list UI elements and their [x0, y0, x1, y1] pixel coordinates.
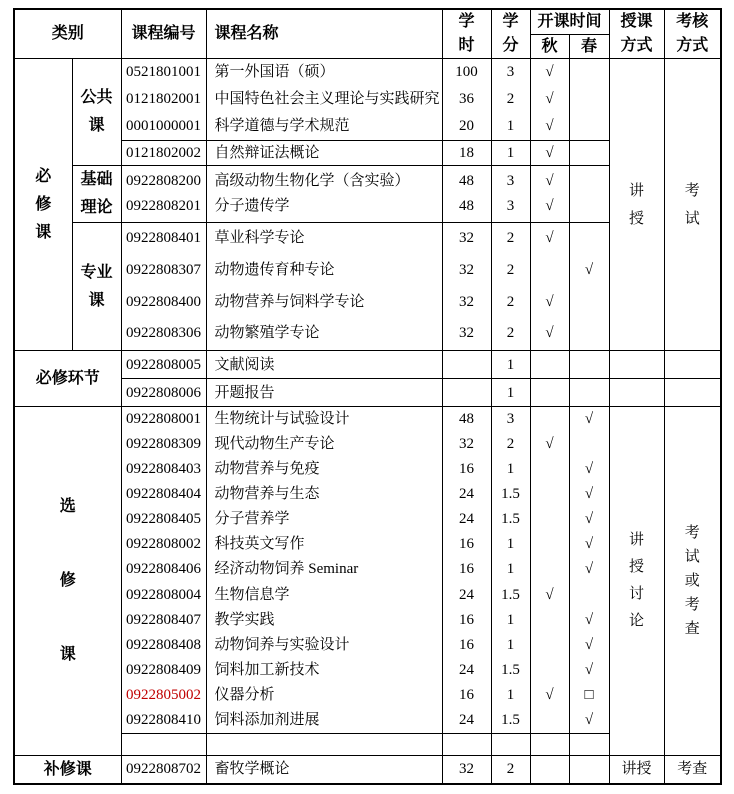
course-autumn	[531, 255, 569, 287]
label-line: 讲	[629, 532, 645, 548]
label-line: 方式	[676, 37, 709, 54]
course-name: 动物营养与免疫	[214, 461, 320, 478]
header-row	[14, 9, 721, 34]
label-line: 课	[88, 291, 105, 309]
label-line: 选	[59, 498, 76, 515]
course-hours: 16	[459, 461, 475, 478]
label-line: 考	[684, 525, 700, 541]
assessment-method-cell	[664, 379, 721, 407]
course-name: 现代动物生产专论	[214, 436, 335, 453]
credits-cell	[491, 166, 530, 223]
course-hours: 16	[459, 611, 475, 628]
course-code: 0922808307	[126, 261, 202, 278]
required-public-group-row	[14, 59, 721, 141]
course-credits: 1.5	[501, 661, 520, 678]
course-name-cell: 开题报告	[206, 379, 442, 407]
course-credits: 1.5	[501, 511, 520, 528]
course-hours: 24	[459, 711, 475, 728]
course-credits: 1	[506, 461, 515, 478]
teaching-method-cell	[609, 379, 664, 407]
course-spring	[570, 223, 609, 255]
course-name-cell	[206, 734, 442, 756]
autumn-cell	[530, 351, 569, 379]
course-code: 0922808410	[126, 711, 202, 728]
course-credits: 2	[506, 230, 515, 246]
course-name-cell	[206, 59, 442, 141]
subcategory-basic-cell	[72, 166, 121, 223]
course-autumn	[531, 407, 569, 432]
course-name-cell	[206, 166, 442, 223]
course-name: 饲料加工新技术	[214, 661, 320, 678]
course-credits: 1	[506, 611, 515, 628]
course-hours: 16	[459, 636, 475, 653]
label-line: 修	[59, 572, 76, 589]
course-hours: 36	[459, 91, 475, 107]
course-name: 分子遗传学	[214, 198, 290, 214]
header-autumn: 秋	[530, 34, 569, 58]
course-code-cell	[121, 407, 206, 734]
course-code: 0922808404	[126, 486, 202, 503]
label-line: 试	[684, 549, 700, 565]
course-code: 0922808406	[126, 561, 202, 578]
course-hours: 16	[459, 686, 475, 703]
header-credits	[491, 9, 530, 59]
credits-cell	[491, 223, 530, 351]
hours-cell: 32	[442, 756, 491, 784]
course-code-cell: 0922808006	[121, 379, 206, 407]
course-name: 教学实践	[214, 611, 275, 628]
course-spring: √	[584, 561, 594, 578]
course-autumn: √	[545, 293, 554, 310]
course-spring	[570, 113, 609, 140]
course-name: 科学道德与学术规范	[214, 118, 350, 134]
label-line: 授课	[620, 13, 653, 30]
course-spring	[570, 583, 609, 608]
autumn-cell	[530, 379, 569, 407]
course-credits: 2	[506, 91, 515, 107]
course-code: 0922808407	[126, 611, 202, 628]
course-spring: √	[584, 536, 594, 553]
hours-cell	[442, 59, 491, 141]
autumn-cell	[530, 756, 569, 784]
course-autumn: √	[545, 198, 554, 214]
course-autumn	[531, 708, 569, 733]
label-line: 分	[502, 37, 519, 54]
course-autumn	[531, 557, 569, 582]
credits-cell: 1	[491, 379, 530, 407]
course-name: 分子营养学	[214, 511, 290, 528]
spring-cell	[569, 407, 609, 734]
label-line: 讨	[629, 586, 645, 602]
spring-cell	[569, 351, 609, 379]
course-credits: 1.5	[501, 486, 520, 503]
credits-cell	[491, 59, 530, 141]
course-name: 动物遗传育种专论	[214, 261, 335, 278]
course-code: 0121802001	[126, 91, 202, 107]
header-spring: 春	[569, 34, 609, 58]
course-spring: √	[584, 486, 594, 503]
spring-cell	[569, 379, 609, 407]
course-credits: 3	[506, 411, 515, 427]
course-hours: 48	[459, 173, 475, 189]
course-hours: 32	[459, 230, 475, 246]
course-hours: 32	[459, 293, 475, 310]
course-name: 动物饲养与实验设计	[214, 636, 350, 653]
course-autumn: √	[545, 436, 554, 453]
course-spring	[570, 86, 609, 113]
course-hours: 48	[459, 411, 475, 427]
course-credits: 3	[506, 198, 515, 214]
course-spring: √	[584, 661, 594, 678]
course-name: 科技英文写作	[214, 536, 305, 553]
course-code: 0001000001	[126, 118, 202, 134]
spring-cell	[569, 223, 609, 351]
label-line: 课	[88, 117, 105, 134]
course-autumn: √	[545, 173, 554, 189]
course-autumn	[531, 658, 569, 683]
course-credits: 1	[506, 561, 515, 578]
course-name: 生物统计与试验设计	[214, 411, 350, 427]
course-code: 0922808200	[126, 173, 202, 189]
course-hours: 48	[459, 198, 475, 214]
label-line: 专业	[80, 263, 113, 281]
course-spring: □	[584, 686, 594, 703]
header-course-name: 课程名称	[206, 9, 442, 59]
course-hours: 24	[459, 486, 475, 503]
course-autumn: √	[545, 586, 554, 603]
course-hours: 32	[459, 325, 475, 342]
course-spring	[570, 432, 609, 457]
course-name: 动物繁殖学专论	[214, 325, 320, 342]
course-code-cell	[121, 734, 206, 756]
required-steps-row2	[14, 379, 721, 407]
label-line: 查	[684, 621, 700, 637]
label-line: 或	[684, 573, 700, 589]
label-line: 修	[35, 195, 52, 213]
course-name-cell	[206, 223, 442, 351]
course-code: 0922808405	[126, 511, 202, 528]
header-teaching-method	[609, 9, 664, 59]
course-hours: 32	[459, 436, 475, 453]
label-line: 课	[59, 646, 76, 663]
course-credits: 1.5	[501, 711, 520, 728]
autumn-cell	[530, 59, 569, 141]
course-name: 第一外国语（硕）	[214, 64, 335, 80]
hours-cell	[442, 223, 491, 351]
hours-cell	[442, 166, 491, 223]
header-course-code: 课程编号	[121, 9, 206, 59]
category-required-cell	[14, 59, 72, 351]
elective-group-row	[14, 407, 721, 734]
course-hours: 100	[455, 64, 478, 80]
label-line: 论	[629, 613, 645, 629]
spring-cell	[569, 141, 609, 166]
hours-cell: 18	[442, 141, 491, 166]
course-credits: 1	[506, 536, 515, 553]
course-autumn: √	[545, 91, 554, 107]
course-spring: √	[584, 261, 594, 278]
course-spring	[570, 287, 609, 319]
credits-cell	[491, 407, 530, 734]
label-line: 考	[684, 597, 700, 613]
course-autumn: √	[545, 118, 554, 134]
teaching-method-cell	[609, 351, 664, 379]
course-credits: 1	[506, 118, 515, 134]
autumn-cell	[530, 407, 569, 734]
course-name: 生物信息学	[214, 586, 290, 603]
course-autumn	[531, 532, 569, 557]
teaching-method-cell	[609, 59, 664, 351]
course-hours: 20	[459, 118, 475, 134]
course-code: 0521801001	[126, 64, 202, 80]
label-line: 考核	[676, 13, 709, 30]
hours-cell	[442, 351, 491, 379]
spring-cell	[569, 734, 609, 756]
course-spring: √	[584, 611, 594, 628]
label-line: 授	[629, 210, 645, 227]
category-required-steps-cell: 必修环节	[14, 351, 121, 407]
course-hours: 24	[459, 586, 475, 603]
label-line: 方式	[620, 37, 653, 54]
spring-cell	[569, 59, 609, 141]
course-hours: 32	[459, 261, 475, 278]
course-hours: 24	[459, 511, 475, 528]
header-schedule: 开课时间	[530, 9, 609, 34]
course-autumn	[531, 633, 569, 658]
course-name: 经济动物饲养 Seminar	[214, 561, 359, 578]
autumn-cell: √	[530, 141, 569, 166]
curriculum-page	[0, 8, 734, 794]
autumn-cell	[530, 734, 569, 756]
course-spring: √	[584, 711, 594, 728]
course-name-cell	[206, 407, 442, 734]
course-autumn: √	[545, 325, 554, 342]
course-code: 0922808201	[126, 198, 202, 214]
course-spring: √	[584, 636, 594, 653]
autumn-cell	[530, 166, 569, 223]
course-code: 0922808401	[126, 230, 202, 246]
course-credits: 2	[506, 293, 515, 310]
category-elective-cell	[14, 407, 121, 756]
course-spring	[570, 59, 609, 86]
course-credits: 3	[506, 173, 515, 189]
course-credits: 2	[506, 436, 515, 453]
course-spring: √	[584, 511, 594, 528]
course-name: 中国特色社会主义理论与实践研究	[214, 91, 440, 107]
header-category: 类别	[14, 9, 121, 59]
course-name: 仪器分析	[214, 686, 275, 703]
credits-cell: 1	[491, 141, 530, 166]
course-spring	[570, 318, 609, 350]
hours-cell	[442, 407, 491, 734]
header-assessment-method	[664, 9, 721, 59]
course-autumn	[531, 507, 569, 532]
course-table	[13, 8, 722, 785]
course-code: 0922808403	[126, 461, 202, 478]
label-line: 理论	[80, 199, 113, 216]
course-autumn: √	[545, 230, 554, 246]
label-line: 学	[458, 13, 475, 30]
hours-cell	[442, 734, 491, 756]
label-line: 授	[629, 559, 645, 575]
label-line: 基础	[80, 171, 113, 188]
subcategory-public-cell	[72, 59, 121, 166]
course-credits: 3	[506, 64, 515, 80]
course-credits: 2	[506, 325, 515, 342]
course-credits: 2	[506, 261, 515, 278]
supplementary-row	[14, 756, 721, 784]
course-code: 0922805002	[126, 686, 202, 703]
teaching-method-cell	[609, 407, 664, 756]
course-name: 高级动物生物化学（含实验）	[214, 173, 410, 189]
course-hours: 24	[459, 661, 475, 678]
required-steps-row1	[14, 351, 721, 379]
course-autumn: √	[545, 686, 554, 703]
course-code: 0922808309	[126, 436, 202, 453]
course-spring: √	[584, 461, 594, 478]
course-autumn	[531, 608, 569, 633]
label-line: 公共	[80, 89, 113, 106]
spring-cell	[569, 756, 609, 784]
credits-cell	[491, 734, 530, 756]
assessment-method-cell	[664, 59, 721, 351]
hours-cell	[442, 379, 491, 407]
header-hours	[442, 9, 491, 59]
course-code-cell	[121, 59, 206, 141]
label-line: 试	[684, 210, 700, 227]
course-name: 动物营养与生态	[214, 486, 320, 503]
course-name-cell: 畜牧学概论	[206, 756, 442, 784]
course-name: 动物营养与饲料学专论	[214, 293, 365, 310]
course-spring: √	[584, 411, 594, 427]
autumn-cell	[530, 223, 569, 351]
course-autumn	[531, 457, 569, 482]
course-autumn	[531, 482, 569, 507]
course-name: 草业科学专论	[214, 230, 305, 246]
course-credits: 1	[506, 686, 515, 703]
label-line: 讲	[629, 182, 645, 199]
label-line: 课	[35, 223, 52, 241]
category-supplementary-cell: 补修课	[14, 756, 121, 784]
subcategory-professional-cell	[72, 223, 121, 351]
course-code-cell: 0922808702	[121, 756, 206, 784]
course-name: 饲料添加剂进展	[214, 711, 320, 728]
course-autumn: √	[545, 64, 554, 80]
course-code-cell	[121, 223, 206, 351]
assessment-method-cell	[664, 351, 721, 379]
course-code-cell	[121, 166, 206, 223]
course-code: 0922808004	[126, 586, 202, 603]
teaching-method-cell: 讲授	[609, 756, 664, 784]
credits-cell: 1	[491, 351, 530, 379]
assessment-method-cell	[664, 407, 721, 756]
course-code-cell: 0922808005	[121, 351, 206, 379]
course-code-cell: 0121802002	[121, 141, 206, 166]
course-code: 0922808306	[126, 325, 202, 342]
course-name-cell: 自然辩证法概论	[206, 141, 442, 166]
course-code: 0922808409	[126, 661, 202, 678]
course-code: 0922808001	[126, 411, 202, 427]
course-hours: 16	[459, 536, 475, 553]
course-spring	[570, 194, 609, 219]
course-code: 0922808400	[126, 293, 202, 310]
label-line: 学	[502, 13, 519, 30]
label-line: 必	[35, 167, 52, 185]
spring-cell	[569, 166, 609, 223]
course-credits: 1	[506, 636, 515, 653]
course-credits: 1.5	[501, 586, 520, 603]
course-spring	[570, 169, 609, 194]
course-code: 0922808002	[126, 536, 202, 553]
credits-cell: 2	[491, 756, 530, 784]
course-code: 0922808408	[126, 636, 202, 653]
label-line: 考	[684, 182, 700, 199]
label-line: 时	[458, 37, 475, 54]
course-name-cell: 文献阅读	[206, 351, 442, 379]
assessment-method-cell: 考查	[664, 756, 721, 784]
course-hours: 16	[459, 561, 475, 578]
